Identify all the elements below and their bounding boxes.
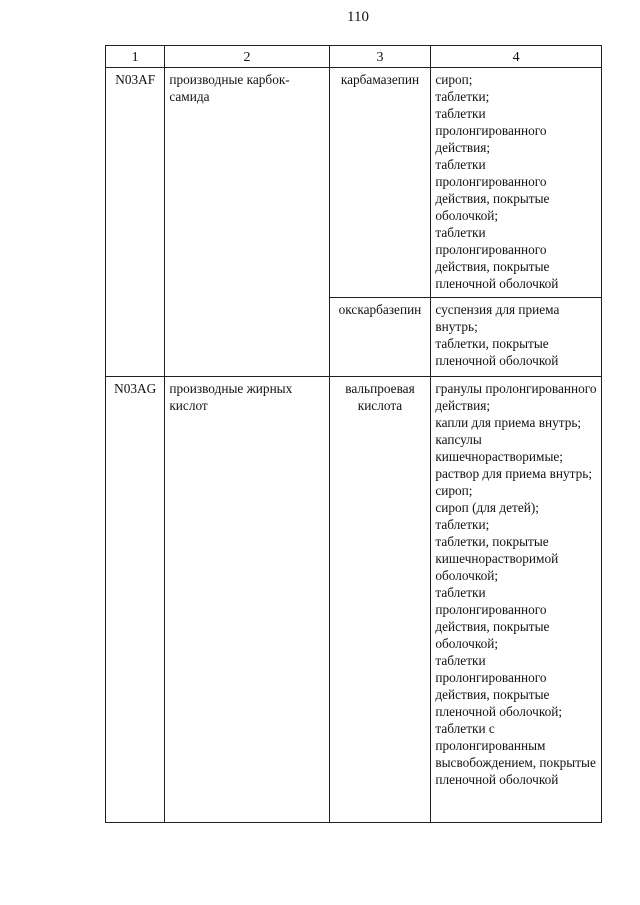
dosage-forms-cell — [431, 298, 602, 377]
dosage-forms-cell — [431, 377, 602, 823]
dosage-form-item: сироп; — [435, 483, 473, 498]
dosage-form-item: таблетки, покрытые кишечнорастворимой оболочкой; — [435, 534, 559, 583]
table-row — [106, 377, 602, 823]
drug-name-cell: окскарбазепин — [329, 298, 431, 377]
dosage-forms-cell — [431, 68, 602, 298]
dosage-form-item: таблетки; — [435, 89, 490, 104]
column-header-1: 1 — [106, 46, 165, 68]
column-header-3: 3 — [329, 46, 431, 68]
dosage-form-item: таблетки пролонгированного действия, покрытые оболочкой; — [435, 157, 550, 223]
dosage-form-item: сироп (для детей); — [435, 500, 539, 515]
dosage-form-item: таблетки с пролонгированным высвобождением, покрытые пленочной оболочкой — [435, 721, 596, 787]
dosage-form-item: таблетки пролонгированного действия, покрытые пленочной оболочкой; — [435, 653, 563, 719]
atc-code-cell: N03AG — [106, 377, 165, 823]
dosage-form-item: суспензия для приема внутрь; — [435, 302, 560, 334]
column-header-2: 2 — [165, 46, 329, 68]
dosage-form-item: таблетки пролонгированного действия, покрытые пленочной оболочкой — [435, 225, 559, 291]
dosage-form-item: таблетки пролонгированного действия; — [435, 106, 547, 155]
dosage-form-item: таблетки; — [435, 517, 490, 532]
drug-name-cell: карбамазепин — [329, 68, 431, 298]
drug-name-cell: вальпроевая кислота — [329, 377, 431, 823]
dosage-form-item: сироп; — [435, 72, 473, 87]
dosage-form-item: таблетки пролонгированного действия, покрытые оболочкой; — [435, 585, 550, 651]
table-row — [106, 68, 602, 298]
table-header-row — [106, 46, 602, 68]
group-name-cell: производные карбок-самида — [165, 68, 329, 377]
dosage-form-item: капли для приема внутрь; — [435, 415, 582, 430]
drug-table — [105, 45, 602, 823]
column-header-4: 4 — [431, 46, 602, 68]
dosage-form-item: раствор для приема внутрь; — [435, 466, 593, 481]
page-number: 110 — [347, 9, 369, 25]
dosage-form-item: гранулы пролонгированного действия; — [435, 381, 597, 413]
dosage-form-item: капсулы кишечнорастворимые; — [435, 432, 563, 464]
group-name-cell: производные жирных кислот — [165, 377, 329, 823]
atc-code-cell: N03AF — [106, 68, 165, 377]
dosage-form-item: таблетки, покрытые пленочной оболочкой — [435, 336, 559, 368]
